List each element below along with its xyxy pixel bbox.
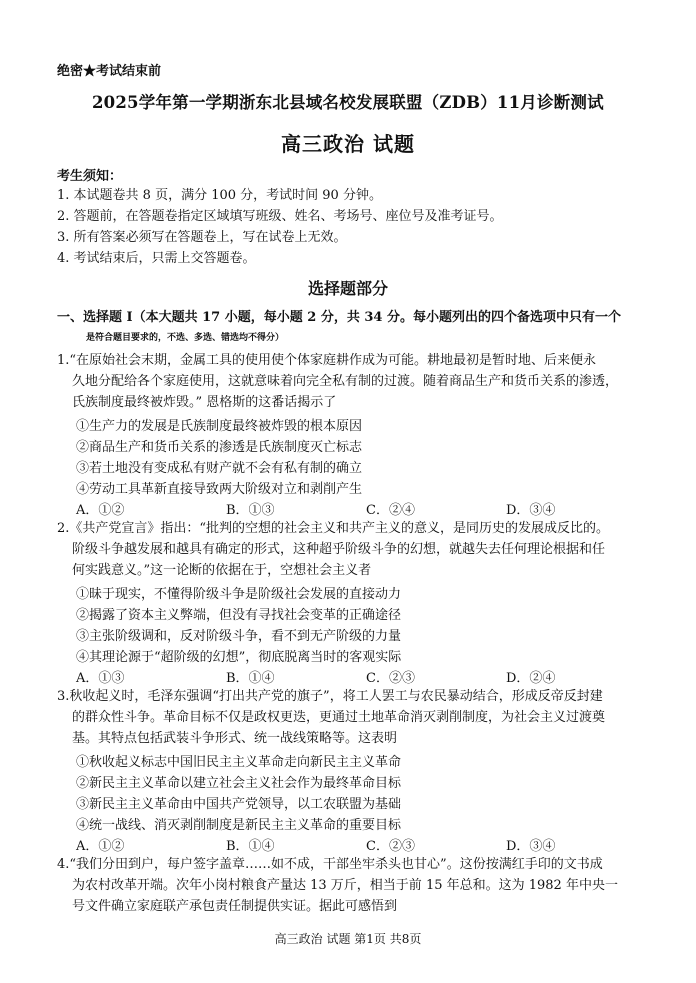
- question-1-statement-4: ④劳动工具革新直接导致两大阶级对立和剥削产生: [76, 482, 363, 497]
- question-1-choice-b[interactable]: B．①③: [226, 503, 275, 518]
- question-3-statement-2: ②新民主主义革命以建立社会主义社会作为最终革命目标: [76, 776, 402, 791]
- question-3-statement-1: ①秋收起义标志中国旧民主主义革命走向新民主主义革命: [76, 755, 402, 770]
- question-1-statement-1: ①生产力的发展是氏族制度最终被炸毁的根本原因: [76, 419, 363, 434]
- question-2-statement-4: ④其理论源于“超阶级的幻想”，彻底脱离当时的客观实际: [76, 650, 402, 665]
- question-2-line-2: 阶级斗争越发展和越具有确定的形式，这种超乎阶级斗争的幻想，就越失去任何理论根据和任: [72, 542, 606, 557]
- question-1-statement-2: ②商品生产和货币关系的渗透是氏族制度灭亡标志: [76, 440, 363, 455]
- confidential-label: 绝密★考试结束前: [57, 64, 162, 79]
- question-2-choice-d[interactable]: D．②④: [506, 671, 556, 686]
- question-4-line-1: 4.“我们分田到户，每户签字盖章……如不成，干部坐牢杀头也甘心”。这份按满红手印的文书成: [57, 857, 603, 872]
- part-heading-line-1: 一、选择题 Ⅰ（本大题共 17 小题，每小题 2 分，共 34 分。每小题列出的四个备选项中只有一个: [57, 310, 621, 325]
- question-3-choice-d[interactable]: D．③④: [506, 839, 556, 854]
- question-1-line-3: 氏族制度最终被炸毁。” 恩格斯的这番话揭示了: [72, 395, 337, 410]
- notice-heading: 考生须知：: [57, 169, 123, 184]
- question-1-line-2: 久地分配给各个家庭使用，这就意味着向完全私有制的过渡。随着商品生产和货币关系的渗透，: [72, 374, 619, 389]
- question-2-statement-2: ②揭露了资本主义弊端，但没有寻找社会变革的正确途径: [76, 608, 402, 623]
- question-1-choice-c[interactable]: C．②④: [366, 503, 415, 518]
- subject-title: 高三政治 试题: [281, 132, 415, 156]
- exam-title: 2025学年第一学期浙东北县域名校发展联盟（ZDB）11月诊断测试: [92, 93, 604, 112]
- part-heading-line-2: 是符合题目要求的，不选、多选、错选均不得分）: [86, 333, 285, 343]
- question-2-statement-3: ③主张阶级调和，反对阶级斗争，看不到无产阶级的力量: [76, 629, 402, 644]
- question-3-line-1: 3.秋收起义时，毛泽东强调“打出共产党的旗子”，将工人罢工与农民暴动结合，形成反帝反封建: [57, 689, 603, 704]
- section-title: 选择题部分: [307, 279, 388, 298]
- question-2-choice-c[interactable]: C．②③: [366, 671, 415, 686]
- question-2-statement-1: ①昧于现实，不懂得阶级斗争是阶级社会发展的直接动力: [76, 587, 402, 602]
- question-2-choice-b[interactable]: B．①④: [226, 671, 275, 686]
- question-2-choice-a[interactable]: A．①③: [76, 671, 125, 686]
- question-3-statement-4: ④统一战线、消灭剥削制度是新民主主义革命的重要目标: [76, 818, 402, 833]
- question-3-choice-a[interactable]: A．①②: [76, 839, 125, 854]
- question-1-line-1: 1.“在原始社会末期，金属工具的使用使个体家庭耕作成为可能。耕地最初是暂时地、后来便永: [57, 353, 597, 368]
- question-4-line-3: 号文件确立家庭联产承包责任制提供实证。据此可感悟到: [72, 899, 398, 914]
- question-3-choice-c[interactable]: C．②③: [366, 839, 415, 854]
- page-footer: 高三政治 试题 第1页 共8页: [274, 932, 422, 946]
- notice-item-4: 4. 考试结束后，只需上交答题卷。: [57, 251, 256, 266]
- notice-item-2: 2. 答题前，在答题卷指定区域填写班级、姓名、考场号、座位号及准考证号。: [57, 209, 503, 224]
- question-3-statement-3: ③新民主主义革命由中国共产党领导，以工农联盟为基础: [76, 797, 402, 812]
- notice-item-3: 3. 所有答案必须写在答题卷上，写在试卷上无效。: [57, 230, 347, 245]
- question-1-statement-3: ③若土地没有变成私有财产就不会有私有制的确立: [76, 461, 363, 476]
- question-3-line-3: 基。其特点包括武装斗争形式、统一战线策略等。这表明: [72, 731, 398, 746]
- question-3-line-2: 的群众性斗争。革命目标不仅是政权更迭，更通过土地革命消灭剥削制度，为社会主义过渡奠: [72, 710, 606, 725]
- question-3-choice-b[interactable]: B．①④: [226, 839, 275, 854]
- question-1-choice-a[interactable]: A．①②: [76, 503, 125, 518]
- question-2-line-1: 2.《共产党宣言》指出：“批判的空想的社会主义和共产主义的意义，是同历史的发展成反比的。: [57, 521, 610, 536]
- question-1-choice-d[interactable]: D．③④: [506, 503, 556, 518]
- question-2-line-3: 何实践意义。”这一论断的依据在于，空想社会主义者: [72, 563, 372, 578]
- question-4-line-2: 为农村改革开端。次年小岗村粮食产量达 13 万斤，相当于前 15 年总和。这为 1982 年中央一: [72, 878, 618, 893]
- notice-item-1: 1. 本试题卷共 8 页，满分 100 分，考试时间 90 分钟。: [57, 188, 382, 203]
